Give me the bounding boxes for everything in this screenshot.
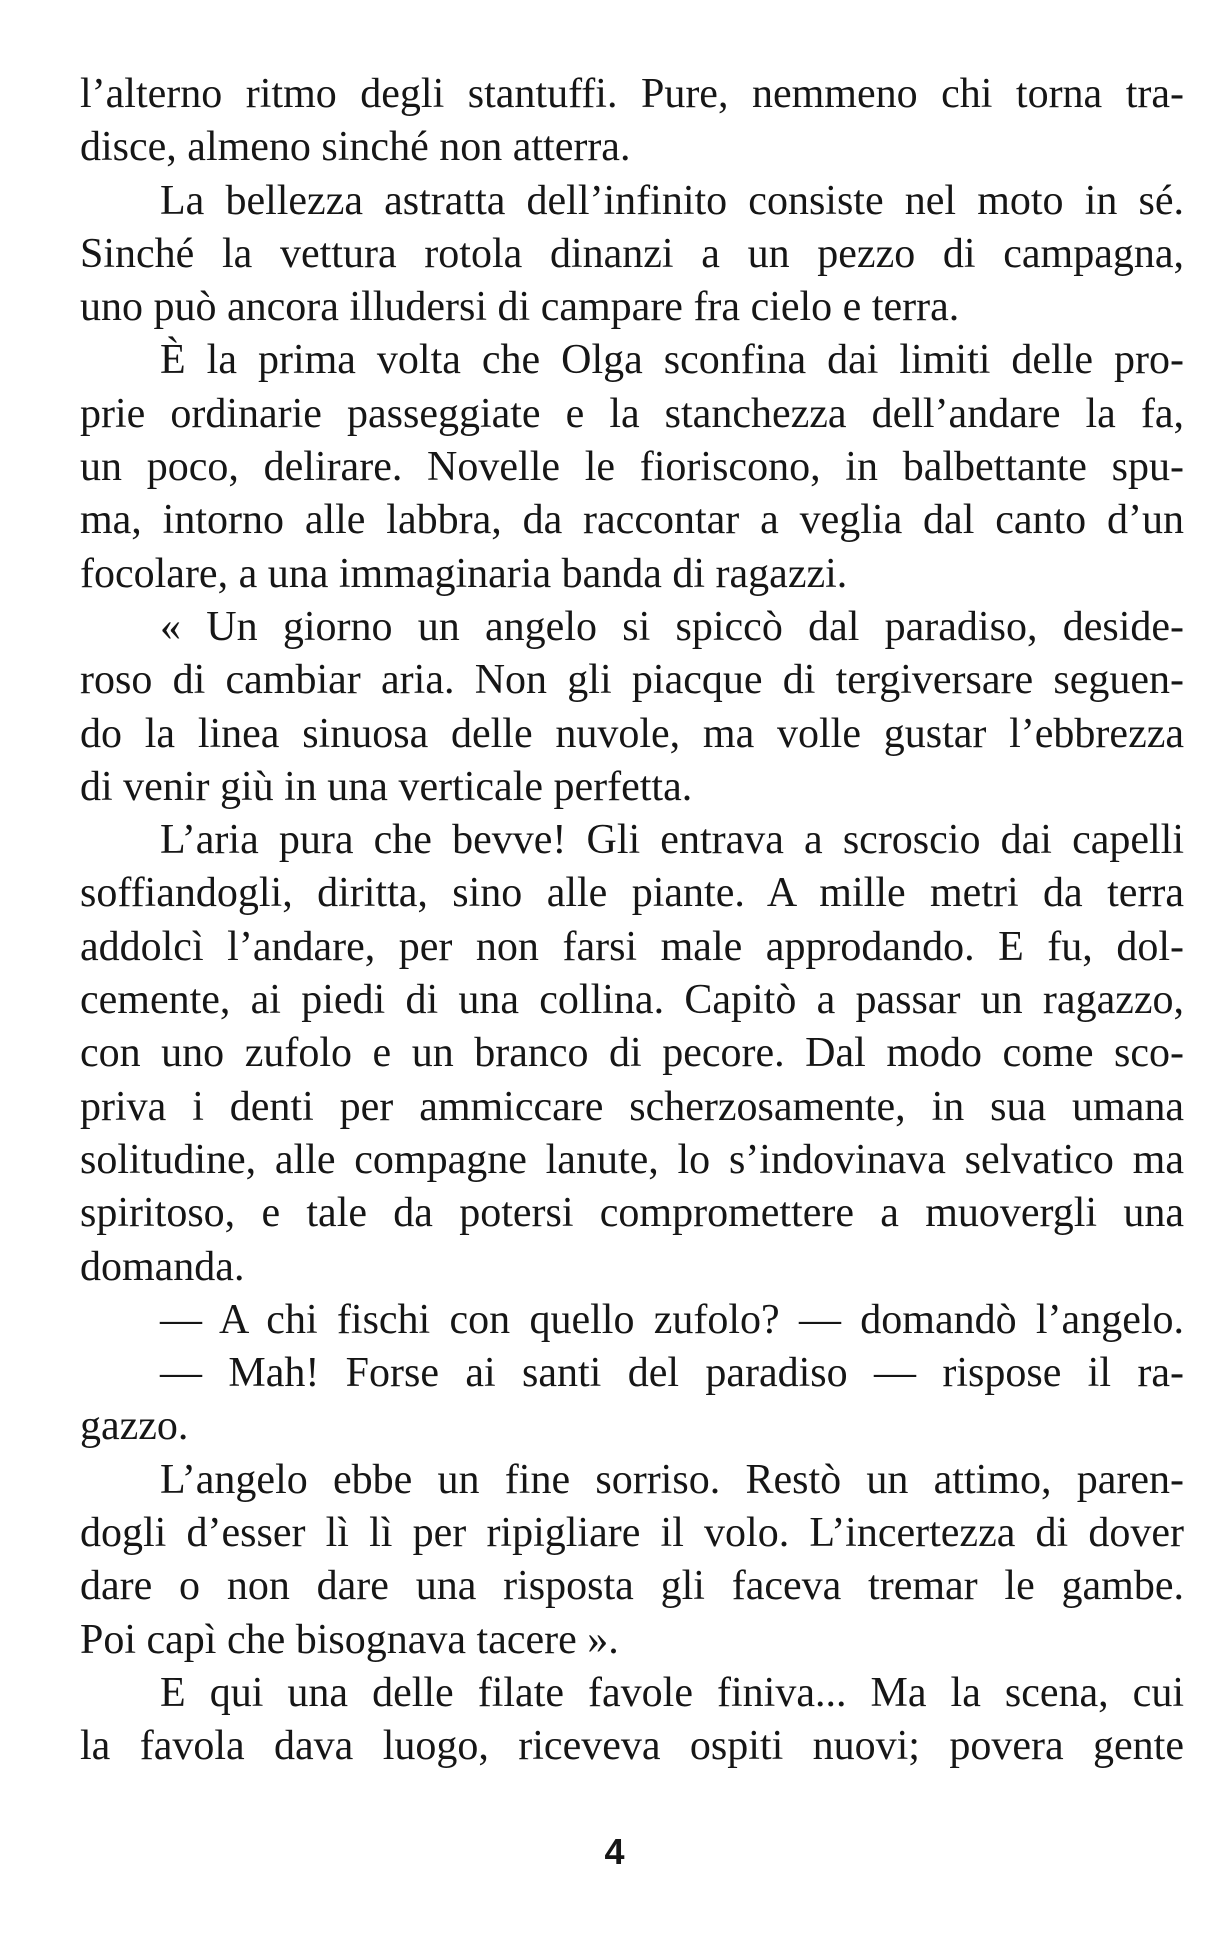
text-line: uno può ancora illudersi di campare fra cielo e terra. — [80, 284, 960, 331]
text-line: Poi capì che bisognava tacere ». — [80, 1616, 619, 1663]
text-line: solitudine, alle compagne lanute, lo s’indovinava selvatico ma — [80, 1136, 1184, 1183]
text-line: la favola dava luogo, riceveva ospiti nuovi; povera gente — [80, 1723, 1184, 1770]
text-line: disce, almeno sinché non atterra. — [80, 124, 631, 171]
text-line: domanda. — [80, 1243, 245, 1290]
body-text — [80, 68, 1184, 1774]
text-line: priva i denti per ammiccare scherzosamente, in sua umana — [80, 1083, 1184, 1130]
text-line: l’alterno ritmo degli stantuffi. Pure, nemmeno chi torna tra- — [80, 71, 1184, 117]
text-line: La bellezza astratta dell’infinito consiste nel moto in sé. — [160, 177, 1184, 224]
text-line: L’angelo ebbe un fine sorriso. Restò un attimo, paren- — [160, 1456, 1184, 1503]
text-line: di venir giù in una verticale perfetta. — [80, 763, 693, 810]
text-line: cemente, ai piedi di una collina. Capitò a passar un ragazzo, — [80, 977, 1184, 1024]
text-line: gazzo. — [80, 1403, 189, 1450]
text-line: soffiandogli, diritta, sino alle piante. A mille metri da terra — [80, 870, 1184, 917]
text-line: ma, intorno alle labbra, da raccontar a veglia dal canto d’un — [80, 497, 1184, 544]
text-line: « Un giorno un angelo si spiccò dal paradiso, deside- — [160, 603, 1184, 650]
text-line: roso di cambiar aria. Non gli piacque di tergiversare seguen- — [80, 657, 1184, 704]
text-line: spiritoso, e tale da potersi compromettere a muovergli una — [80, 1190, 1184, 1237]
page-number: 4 — [604, 1831, 625, 1872]
text-line: con uno zufolo e un branco di pecore. Dal modo come sco- — [80, 1030, 1184, 1077]
text-line: — A chi fischi con quello zufolo? — domandò l’angelo. — [160, 1296, 1184, 1343]
text-line: addolcì l’andare, per non farsi male approdando. E fu, dol- — [80, 923, 1184, 970]
text-line: un poco, delirare. Novelle le fioriscono, in balbettante spu- — [80, 444, 1184, 491]
text-line: Sinché la vettura rotola dinanzi a un pezzo di campagna, — [80, 230, 1184, 277]
text-line: L’aria pura che bevve! Gli entrava a scroscio dai capelli — [160, 817, 1184, 864]
text-line: E qui una delle filate favole finiva... Ma la scena, cui — [160, 1669, 1184, 1716]
text-line: dogli d’esser lì lì per ripigliare il volo. L’incertezza di dover — [80, 1510, 1184, 1557]
text-line: dare o non dare una risposta gli faceva tremar le gambe. — [80, 1563, 1184, 1610]
text-line: — Mah! Forse ai santi del paradiso — rispose il ra- — [160, 1350, 1184, 1397]
text-line: È la prima volta che Olga sconfina dai limiti delle pro- — [160, 337, 1184, 384]
text-line: focolare, a una immaginaria banda di ragazzi. — [80, 550, 848, 597]
text-line: prie ordinarie passeggiate e la stanchezza dell’andare la fa, — [80, 390, 1184, 437]
text-line: do la linea sinuosa delle nuvole, ma volle gustar l’ebbrezza — [80, 710, 1184, 757]
